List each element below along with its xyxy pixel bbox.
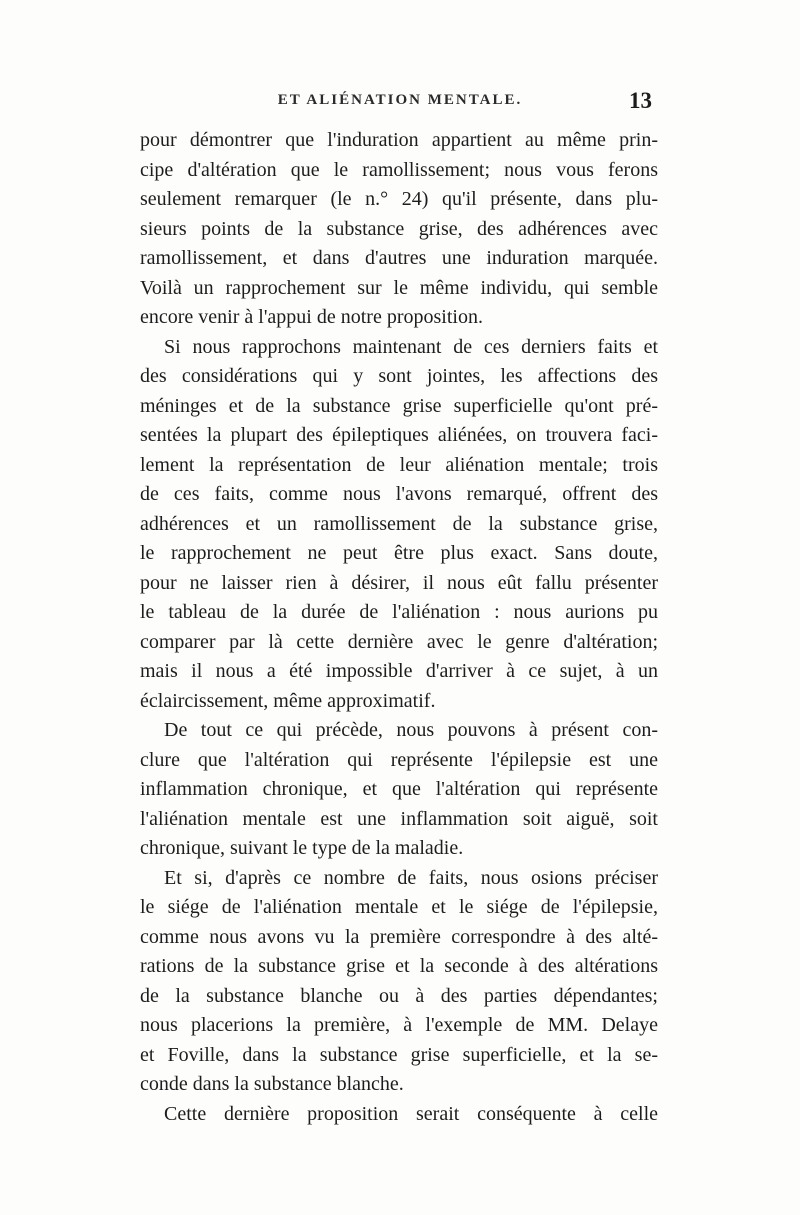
text-line: sieurs points de la substance grise, des adhérences avec: [140, 217, 658, 240]
text-line: inflammation chronique, et que l'altération qui représente: [140, 778, 658, 800]
running-title: ET ALIÉNATION MENTALE.: [277, 92, 523, 108]
text-line: éclaircissement, même approximatif.: [140, 689, 436, 712]
paragraph-start-line: Et si, d'après ce nombre de faits, nous osions préciser: [164, 866, 658, 889]
text-line: lement la représentation de leur aliénation mentale; trois: [140, 453, 658, 476]
body-text: [140, 126, 658, 1129]
text-line: rations de la substance grise et la seconde à des altérations: [140, 955, 658, 977]
text-line: seulement remarquer (le n.° 24) qu'il présente, dans plu-: [140, 188, 658, 210]
text-line: le rapprochement ne peut être plus exact. Sans doute,: [140, 542, 658, 564]
text-line: le tableau de la durée de l'aliénation : nous aurions pu: [140, 601, 658, 623]
text-line: encore venir à l'appui de notre proposition.: [140, 306, 483, 328]
text-line: conde dans la substance blanche.: [140, 1073, 404, 1095]
text-line: sentées la plupart des épileptiques aliénées, on trouvera faci-: [140, 424, 658, 446]
text-line: adhérences et un ramollissement de la substance grise,: [140, 512, 658, 535]
paragraph-start-line: Cette dernière proposition serait conséquente à celle: [164, 1102, 658, 1125]
text-line: cipe d'altération que le ramollissement; nous vous ferons: [140, 158, 658, 181]
paragraph-start-line: Si nous rapprochons maintenant de ces derniers faits et: [164, 335, 658, 358]
text-line: méninges et de la substance grise superficielle qu'ont pré-: [140, 394, 658, 417]
text-line: le siége de l'aliénation mentale et le siége de l'épilepsie,: [140, 896, 658, 918]
text-line: comme nous avons vu la première correspondre à des alté-: [140, 925, 658, 948]
text-line: chronique, suivant le type de la maladie.: [140, 837, 464, 859]
text-line: et Foville, dans la substance grise superficielle, et la se-: [140, 1043, 658, 1066]
text-line: pour démontrer que l'induration appartient au même prin-: [140, 129, 658, 151]
text-line: mais il nous a été impossible d'arriver à ce sujet, à un: [140, 660, 658, 682]
text-line: comparer par là cette dernière avec le genre d'altération;: [140, 630, 658, 653]
text-line: clure que l'altération qui représente l'épilepsie est une: [140, 748, 658, 771]
text-line: nous placerions la première, à l'exemple de MM. Delaye: [140, 1014, 658, 1036]
text-line: ramollissement, et dans d'autres une induration marquée.: [140, 247, 658, 269]
page-number: 13: [629, 88, 652, 113]
text-line: de la substance blanche ou à des parties dépendantes;: [140, 984, 658, 1007]
text-line: Voilà un rapprochement sur le même individu, qui semble: [140, 276, 658, 299]
text-line: de ces faits, comme nous l'avons remarqué, offrent des: [140, 483, 658, 505]
page-header: [140, 88, 660, 122]
text-line: des considérations qui y sont jointes, les affections des: [140, 365, 658, 387]
text-line: l'aliénation mentale est une inflammation soit aiguë, soit: [140, 807, 658, 830]
paragraph-start-line: De tout ce qui précède, nous pouvons à présent con-: [164, 719, 658, 741]
text-line: pour ne laisser rien à désirer, il nous eût fallu présenter: [140, 571, 658, 594]
